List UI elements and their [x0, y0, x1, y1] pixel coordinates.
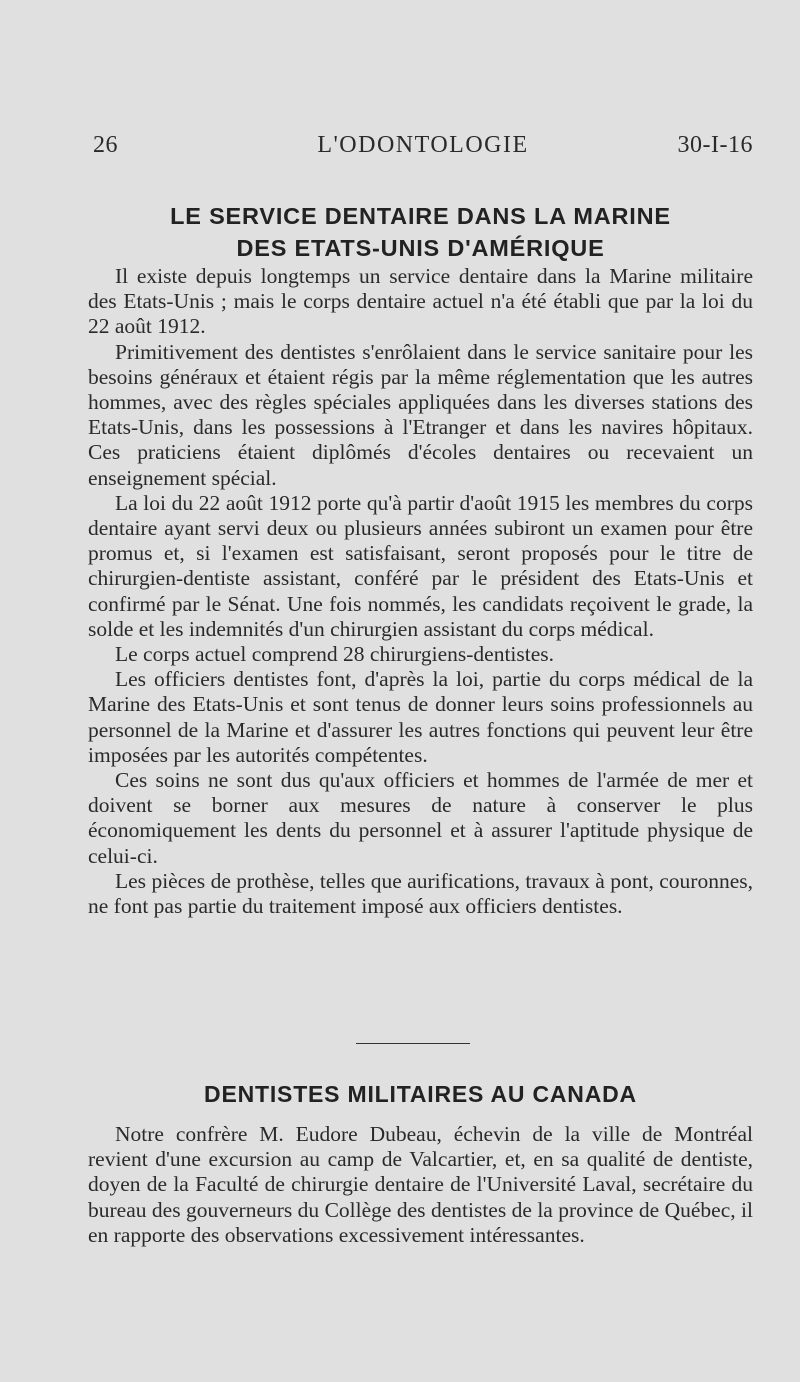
paragraph: Les pièces de prothèse, telles que aurifications, travaux à pont, couronnes, ne font pas partie du traitement imposé aux officiers dentistes. — [88, 868, 753, 919]
paragraph: Le corps actuel comprend 28 chirurgiens-dentistes. — [115, 642, 555, 667]
paragraph: Il existe depuis longtemps un service dentaire dans la Marine militaire des Etats-Unis ; mais le corps dentaire actuel n'a été établi que par la loi du 22 août 1912. — [88, 264, 753, 339]
section-divider-rule — [356, 1043, 470, 1044]
article-body-canada-military-dentists — [88, 1122, 753, 1248]
article-title-canada-military-dentists: DENTISTES MILITAIRES AU CANADA — [204, 1081, 637, 1107]
issue-date: 30-I-16 — [677, 132, 753, 158]
article-title-line-2: DES ETATS-UNIS D'AMÉRIQUE — [236, 235, 605, 261]
paragraph: Primitivement des dentistes s'enrôlaient dans le service sanitaire pour les besoins généraux et étaient régis par la même réglementation que les autres hommes, avec des règles spéciales appliquées dans les diverses stations des Etats-Unis, dans les possessions à l'Etranger et dans les navires hôpitaux. Ces praticiens étaient diplômés d'écoles dentaires ou recevaient un enseignement spécial. — [88, 339, 753, 490]
running-head — [93, 132, 753, 162]
paragraph: La loi du 22 août 1912 porte qu'à partir d'août 1915 les membres du corps dentaire ayant servi deux ou plusieurs années subiront un examen pour être promus et, si l'examen est satisfaisant, seront proposés pour le titre de chirurgien-dentiste assistant, conféré par le président des Etats-Unis et confirmé par le Sénat. Une fois nommés, les candidats reçoivent le grade, la solde et les indemnités d'un chirurgien assistant du corps médical. — [88, 490, 753, 641]
article-title-navy-dental-service — [88, 200, 753, 264]
journal-title: L'ODONTOLOGIE — [317, 132, 529, 158]
paragraph: Les officiers dentistes font, d'après la loi, partie du corps médical de la Marine des Etats-Unis et sont tenus de donner leurs soins professionnels au personnel de la Marine et d'assurer les autres fonctions qui peuvent leur être imposées par les autorités compétentes. — [88, 667, 753, 767]
article-body-navy-dental-service — [88, 264, 753, 919]
article-title-line-1: LE SERVICE DENTAIRE DANS LA MARINE — [170, 203, 671, 229]
paragraph: Ces soins ne sont dus qu'aux officiers et hommes de l'armée de mer et doivent se borner aux mesures de nature à conserver le plus économiquement les dents du personnel et à assurer l'aptitude physique de celui-ci. — [88, 768, 753, 868]
page-number: 26 — [93, 132, 118, 158]
paragraph: Notre confrère M. Eudore Dubeau, échevin de la ville de Montréal revient d'une excursion au camp de Valcartier, et, en sa qualité de dentiste, doyen de la Faculté de chirurgie dentaire de l'Université Laval, secrétaire du bureau des gouverneurs du Collège des dentistes de la province de Québec, il en rapporte des observations excessivement intéressantes. — [88, 1122, 753, 1247]
